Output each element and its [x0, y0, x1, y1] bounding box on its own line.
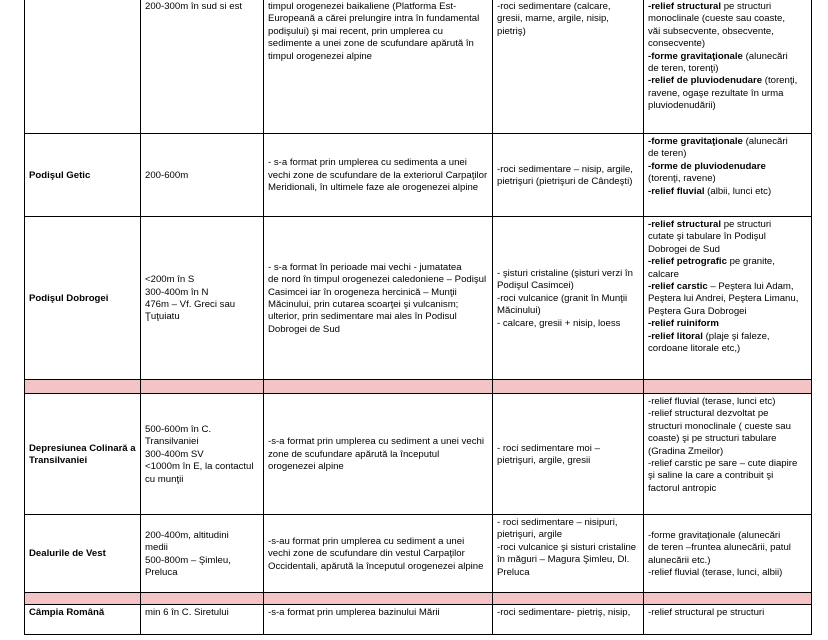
relief-line: [648, 161, 807, 173]
table-row: [25, 605, 812, 635]
relief-cell: [644, 605, 812, 635]
relief-line: [648, 256, 807, 268]
relief-description: -relief structural dezvoltat pe: [648, 408, 769, 420]
relief-description: văi subsecvente, obsecvente,: [648, 25, 774, 37]
separator-cell: [493, 593, 644, 605]
relief-description: factorul antropic: [648, 482, 717, 494]
rocks-line: - şisturi cristaline (şisturi verzi în: [497, 267, 633, 279]
separator-cell: [141, 593, 264, 605]
altitude-line: medii: [145, 542, 168, 554]
relief-line: [648, 88, 807, 100]
origin-cell: [264, 605, 493, 635]
relief-description: Peştera lui Andrei, Peştera Limanu,: [648, 293, 799, 305]
relief-line: [648, 269, 807, 281]
relief-description: şi saline la care a contribuit şi: [648, 470, 774, 482]
relief-description: de teren –fruntea alunecării, patul: [648, 542, 791, 554]
rocks-line: Podişul Casimcei): [497, 280, 574, 292]
altitude-line: 300-400m SV: [145, 448, 204, 460]
origin-line: podişului) şi mai recent, prin umplerea cu: [268, 25, 443, 37]
separator-row: [25, 593, 812, 605]
relief-description: monoclinale (cueste sau coaste,: [648, 13, 786, 25]
origin-line: Măcinului, prin cutarea scoarţei şi vulcanism;: [268, 299, 459, 310]
relief-description: (albii, lunci etc): [704, 185, 772, 197]
rocks-line: -roci sedimentare – nisip, argile,: [497, 163, 633, 175]
separator-cell: [644, 380, 812, 394]
table-row: [25, 515, 812, 593]
relief-line: [648, 75, 807, 87]
relief-description: -forme gravitaţionale (alunecări: [648, 529, 781, 541]
rocks-line: pietriş): [497, 25, 526, 37]
unit-name-cell: [25, 0, 141, 134]
relief-description: consecvente): [648, 38, 706, 50]
separator-cell: [264, 380, 493, 394]
origin-cell: [264, 515, 493, 593]
altitude-line: Ţuţuiatu: [145, 311, 180, 323]
relief-line: [648, 331, 807, 343]
altitude-line: 200-600m: [145, 169, 189, 181]
origin-line: -s-a format prin umplerea bazinului Mării: [268, 607, 440, 618]
altitude-line: 500-600m în C.: [145, 423, 212, 435]
table-row: [25, 0, 812, 134]
table-row: [25, 217, 812, 380]
unit-name-cell: Podişul Getic: [25, 134, 141, 217]
origin-line: de nord în timpul orogenezei caledoniene – Podişul: [268, 274, 487, 286]
altitude-line: <1000m în E, la contactul: [145, 461, 254, 473]
separator-cell: [141, 380, 264, 394]
relief-line: [648, 396, 807, 408]
origin-cell: [264, 0, 493, 134]
origin-line: vechi zone de scufundare din vestul Carpaţilor: [268, 548, 465, 560]
origin-line: vechi zone de scufundare de la exteriorul Carpaţilor: [268, 169, 488, 181]
relief-line: [648, 318, 807, 330]
altitude-line: Transilvaniei: [145, 436, 199, 448]
unit-name-cell: Podişul Dobrogei: [25, 217, 141, 380]
relief-line: [648, 343, 807, 355]
origin-line: timpul orogenezei alpine: [268, 50, 372, 62]
altitude-line: 476m – Vf. Greci sau: [145, 299, 236, 310]
relief-line: [648, 555, 807, 567]
altitude-line: 200-300m în sud si est: [145, 1, 243, 12]
relief-line: [648, 483, 807, 495]
table-row: [25, 394, 812, 515]
relief-description: (torenţi, ravene): [648, 173, 716, 185]
origin-line: Dobrogei de Sud: [268, 323, 341, 335]
relief-description: -relief fluvial (terase, lunci, albii): [648, 566, 783, 578]
separator-cell: [25, 380, 141, 394]
altitude-line: Preluca: [145, 566, 178, 578]
relief-description: structuri monoclinale ( cueste sau: [648, 420, 791, 432]
origin-line: -s-au format prin umplerea cu sediment a unei: [268, 535, 465, 547]
table-row: [25, 134, 812, 217]
relief-description: (Gradina Zmeilor): [648, 445, 724, 457]
relief-description: pe structuri: [721, 1, 772, 12]
altitude-cell: [141, 515, 264, 593]
origin-line: Occidentali, apărută la începutul orogenezei alpine: [268, 560, 484, 572]
relief-description: -relief structural pe structuri: [648, 607, 765, 618]
altitude-cell: [141, 134, 264, 217]
relief-type-label: -relief structural: [648, 1, 722, 12]
relief-line: [648, 293, 807, 305]
rocks-cell: [493, 605, 644, 635]
rocks-line: pietrişuri, argile, gresii: [497, 455, 591, 466]
relief-line: [648, 446, 807, 458]
origin-line: orogenezei alpine: [268, 461, 344, 473]
relief-description: de teren, torenţi): [648, 63, 719, 75]
relief-description: coaste) şi pe structuri tabulare: [648, 433, 777, 445]
relief-description: pe granite,: [726, 256, 775, 268]
altitude-cell: [141, 605, 264, 635]
altitude-line: 200-400m, altitudini: [145, 529, 229, 541]
rocks-line: -roci sedimentare- pietriş, nisip,: [497, 607, 631, 618]
rocks-cell: [493, 217, 644, 380]
relief-line: [648, 173, 807, 185]
relief-type-label: -forme gravitaţionale: [648, 136, 743, 147]
relief-line: [648, 458, 807, 470]
relief-line: [648, 421, 807, 433]
relief-line: [648, 136, 807, 148]
relief-description: – Peştera lui Adam,: [707, 281, 794, 293]
relief-description: ravene, ogaşe rezultate în urma: [648, 87, 784, 99]
relief-description: Peştera Gura Dobrogei: [648, 305, 747, 317]
relief-line: [648, 38, 807, 50]
relief-type-label: -relief de pluviodenudare: [648, 75, 763, 87]
relief-line: [648, 1, 807, 13]
altitude-line: min 6 în C. Siretului: [145, 607, 229, 618]
relief-line: [648, 51, 807, 63]
relief-line: [648, 281, 807, 293]
relief-line: [648, 530, 807, 542]
origin-line: timpul orogenezei baikaliene (Platforma Est-: [268, 1, 457, 12]
relief-line: [648, 433, 807, 445]
unit-name-cell: Câmpia Română: [25, 605, 141, 635]
relief-line: [648, 148, 807, 160]
relief-description: (torenţi,: [762, 75, 798, 87]
relief-type-label: -relief ruiniform: [648, 318, 719, 330]
origin-line: Europeană a cărei prelungire intra în fundamental: [268, 13, 480, 25]
rocks-line: Preluca: [497, 566, 530, 578]
relief-line: [648, 244, 807, 256]
relief-line: [648, 219, 807, 231]
relief-cell: [644, 217, 812, 380]
relief-description: -relief carstic pe sare – cute diapire: [648, 458, 798, 470]
relief-cell: [644, 134, 812, 217]
origin-line: zone de scufundare apărută la începutul: [268, 448, 440, 460]
separator-cell: [25, 593, 141, 605]
altitude-cell: [141, 0, 264, 134]
altitude-line: <200m în S: [145, 274, 195, 286]
relief-line: [648, 100, 807, 112]
origin-line: Casimcei iar în orogeneza hercinică – Munţii: [268, 286, 457, 298]
relief-line: [648, 63, 807, 75]
rocks-line: - roci sedimentare – nisipuri,: [497, 517, 618, 528]
rocks-line: -roci vulcanice (granit în Munţii: [497, 292, 628, 304]
relief-description: (alunecări: [742, 136, 788, 147]
relief-description: cutate şi tabulare în Podişul: [648, 231, 766, 243]
origin-cell: [264, 394, 493, 515]
relief-description: (alunecări: [742, 50, 788, 62]
relief-type-label: -relief petrografic: [648, 256, 727, 268]
relief-description: calcare: [648, 268, 679, 280]
relief-type-label: -forme gravitaţionale: [648, 50, 743, 62]
rocks-line: -roci sedimentare (calcare,: [497, 1, 611, 12]
rocks-cell: [493, 134, 644, 217]
relief-type-label: -relief carstic: [648, 281, 708, 293]
altitude-cell: [141, 217, 264, 380]
relief-cell: [644, 0, 812, 134]
rocks-line: gresii, marne, argile, nisip,: [497, 13, 609, 25]
rocks-line: în măguri – Magura Şimleu, Dl.: [497, 554, 630, 566]
rocks-line: pietrişuri, argile: [497, 529, 563, 541]
rocks-cell: [493, 394, 644, 515]
unit-name-cell: Dealurile de Vest: [25, 515, 141, 593]
relief-cell: [644, 515, 812, 593]
origin-line: Meridionali, în ultimele faze ale orogenezei alpine: [268, 182, 479, 194]
relief-line: [648, 306, 807, 318]
relief-line: [648, 567, 807, 579]
relief-line: [648, 542, 807, 554]
origin-cell: [264, 134, 493, 217]
origin-line: ulterior, prin sedimentare mai ales în Podisul: [268, 311, 457, 323]
relief-description: pluviodenudării): [648, 100, 716, 112]
separator-cell: [264, 593, 493, 605]
relief-line: [648, 13, 807, 25]
relief-line: [648, 26, 807, 38]
relief-description: Dobrogei de Sud: [648, 243, 721, 255]
altitude-cell: [141, 394, 264, 515]
unit-name-cell: Depresiunea Colinară a Transilvaniei: [25, 394, 141, 515]
relief-description: pe structuri: [721, 219, 772, 230]
relief-line: [648, 231, 807, 243]
origin-line: - s-a format în perioade mai vechi - jumatatea: [268, 261, 462, 273]
relief-description: cordoane litorale etc,): [648, 343, 741, 355]
relief-type-label: -relief fluvial: [648, 185, 705, 197]
separator-cell: [493, 380, 644, 394]
rocks-line: Măcinului): [497, 305, 541, 317]
rocks-line: - calcare, gresii + nisip, loess: [497, 317, 621, 329]
altitude-line: cu munţii: [145, 473, 184, 485]
relief-description: (plaje şi faleze,: [702, 330, 770, 342]
relief-line: [648, 408, 807, 420]
relief-line: [648, 186, 807, 198]
rocks-line: -roci vulcanice şi sisturi cristaline: [497, 541, 637, 553]
relief-line: [648, 470, 807, 482]
relief-description: alunecării etc.): [648, 554, 711, 566]
relief-type-label: -relief structural: [648, 219, 722, 230]
relief-type-label: -forme de pluviodenudare: [648, 160, 766, 172]
rocks-cell: [493, 0, 644, 134]
rocks-line: pietrişuri (pietrişuri de Cândeşti): [497, 176, 633, 187]
rocks-cell: [493, 515, 644, 593]
relief-line: [648, 607, 807, 619]
altitude-line: 300-400m în N: [145, 286, 209, 298]
relief-type-label: -relief litoral: [648, 330, 703, 342]
relief-description: de teren): [648, 148, 687, 160]
origin-cell: [264, 217, 493, 380]
relief-description: -relief fluvial (terase, lunci etc): [648, 396, 776, 407]
altitude-line: 500-800m – Şimleu,: [145, 554, 231, 566]
separator-row: [25, 380, 812, 394]
origin-line: sedimente a unei zone de scufundare apărută în: [268, 38, 474, 50]
separator-cell: [644, 593, 812, 605]
rocks-line: - roci sedimentare moi –: [497, 442, 600, 454]
relief-cell: [644, 394, 812, 515]
origin-line: -s-a format prin umplerea cu sediment a unei vechi: [268, 436, 484, 448]
relief-units-table: [24, 0, 812, 635]
origin-line: - s-a format prin umplerea cu sedimenta a unei: [268, 157, 467, 169]
